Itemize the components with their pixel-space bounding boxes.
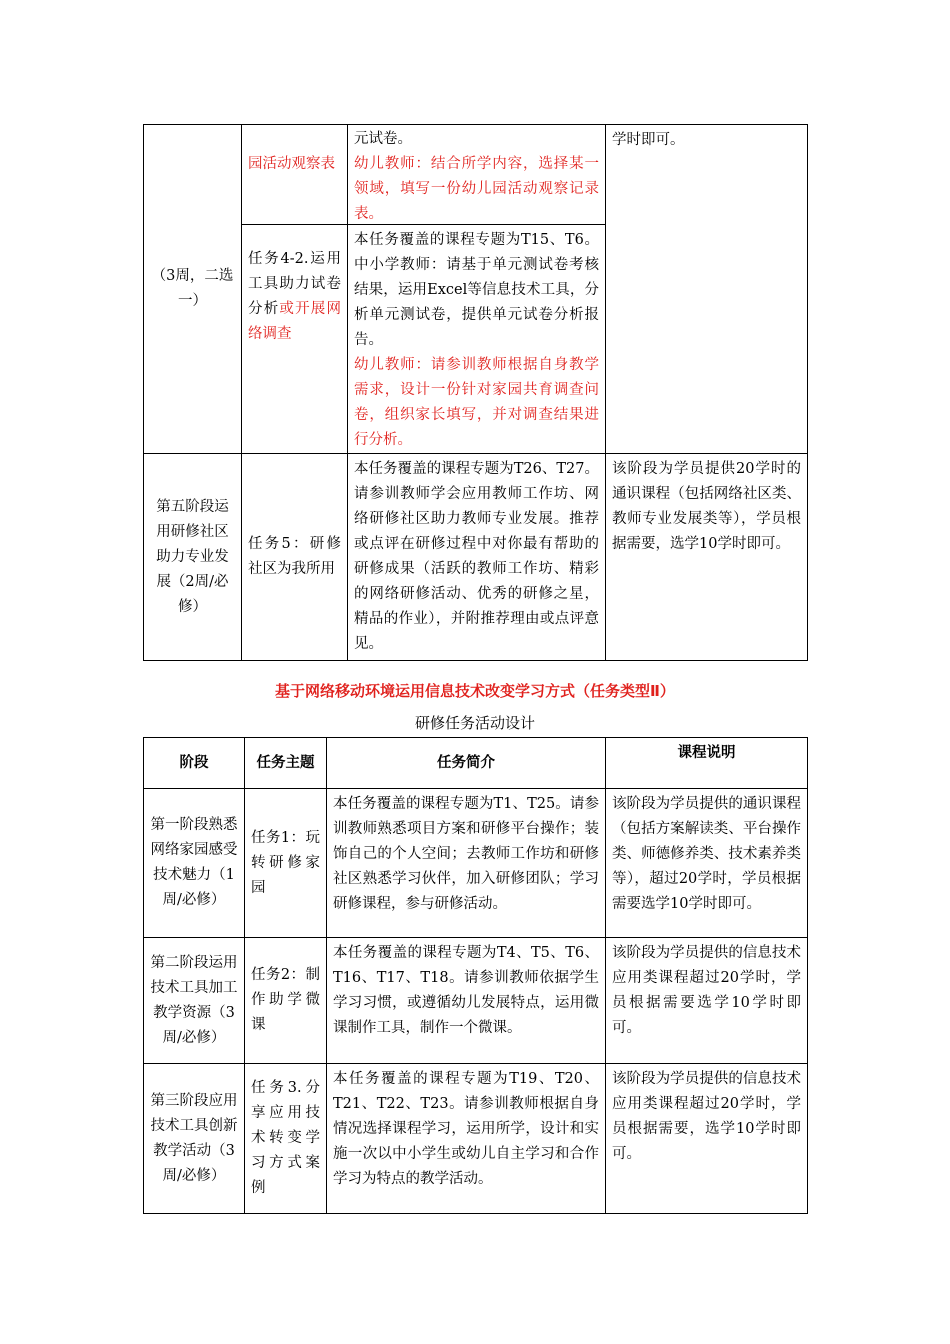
task-b-label: 任务4-2.运用工具助力试卷分析或开展网络调查 — [248, 251, 342, 342]
intro-cell: 本任务覆盖的课程专题为T4、T5、T6、T16、T17、T18。请参训教师依据学生学习习惯，或遵循幼儿发展特点，运用微课制作工具，制作一个微课。 — [327, 938, 606, 1064]
header-intro: 任务简介 — [327, 738, 606, 789]
desc-cell: 该阶段为学员提供的信息技术应用类课程超过20学时，学员根据需要选学10学时即可。 — [606, 938, 808, 1064]
table-row — [144, 789, 808, 938]
header-task: 任务主题 — [245, 738, 327, 789]
desc-cell: 该阶段为学员提供的通识课程（包括方案解读类、平台操作类、师德修养类、技术素养类等），超过20学时，学员根据需要选学10学时即可。 — [606, 789, 808, 938]
stage-cell: 第五阶段运用研修社区助力专业发展（2周/必修） — [144, 454, 242, 661]
task-design-table — [143, 737, 808, 1214]
intro-a-text: 元试卷。 — [354, 131, 412, 147]
task-cell: 任务5：研修社区为我所用 — [242, 454, 348, 661]
task-cell: 任务3.分享应用技术转变学习方式案例 — [245, 1064, 327, 1214]
section-subtitle: 研修任务活动设计 — [414, 714, 535, 732]
header-desc: 课程说明 — [606, 738, 808, 789]
table-header-row — [144, 738, 808, 789]
intro-cell: 本任务覆盖的课程专题为T19、T20、T21、T22、T23。请参训教师根据自身情况选择课程学习，运用所学，设计和实施一次以中小学生或幼儿自主学习和合作学习为特点的教学活动。 — [327, 1064, 606, 1214]
task-cell: 任务1：玩转研修家园 — [245, 789, 327, 938]
task-a-label: 园活动观察表 — [242, 125, 347, 225]
intro-a-red-text: 幼儿教师：结合所学内容，选择某一领域，填写一份幼儿园活动观察记录表。 — [354, 156, 599, 222]
intro-cell: 本任务覆盖的课程专题为T1、T25。请参训教师熟悉项目方案和研修平台操作；装饰自己的个人空间；去教师工作坊和研修社区熟悉学习伙伴，加入研修团队；学习研修课程，参与研修活动。 — [327, 789, 606, 938]
task-cell — [242, 125, 348, 454]
table-row — [144, 454, 808, 661]
table-row — [144, 938, 808, 1064]
table-row — [144, 1064, 808, 1214]
header-stage: 阶段 — [144, 738, 245, 789]
desc-cell: 该阶段为学员提供20学时的通识课程（包括网络社区类、教师专业发展类等），学员根据需要，选学10学时即可。 — [606, 454, 808, 661]
stage-cell: （3周，二选一） — [144, 125, 242, 454]
stage-cell: 第三阶段应用技术工具创新教学活动（3周/必修） — [144, 1064, 245, 1214]
task-cell: 任务2：制作助学微课 — [245, 938, 327, 1064]
stage-cell: 第一阶段熟悉网络家园感受技术魅力（1周/必修） — [144, 789, 245, 938]
stage-table-continued — [143, 124, 808, 661]
intro-b-text: 本任务覆盖的课程专题为T15、T6。中小学教师：请基于单元测试卷考核结果，运用Excel等信息技术工具，分析单元测试卷，提供单元试卷分析报告。 — [354, 232, 599, 348]
intro-b-red-text: 幼儿教师：请参训教师根据自身教学需求，设计一份针对家园共育调查问卷，组织家长填写，并对调查结果进行分析。 — [354, 357, 599, 448]
desc-cell: 该阶段为学员提供的信息技术应用类课程超过20学时，学员根据需要，选学10学时即可。 — [606, 1064, 808, 1214]
section-title: 基于网络移动环境运用信息技术改变学习方式（任务类型Ⅱ） — [275, 682, 675, 700]
intro-cell — [348, 125, 606, 454]
desc-cell: 学时即可。 — [606, 125, 808, 454]
intro-cell: 本任务覆盖的课程专题为T26、T27。请参训教师学会应用教师工作坊、网络研修社区助力教师专业发展。推荐或点评在研修过程中对你最有帮助的研修成果（活跃的教师工作坊、精彩的网络研修活动、优秀的研修之星，精品的作业），并附推荐理由或点评意见。 — [348, 454, 606, 661]
table-row — [144, 125, 808, 454]
stage-cell: 第二阶段运用技术工具加工教学资源（3周/必修） — [144, 938, 245, 1064]
